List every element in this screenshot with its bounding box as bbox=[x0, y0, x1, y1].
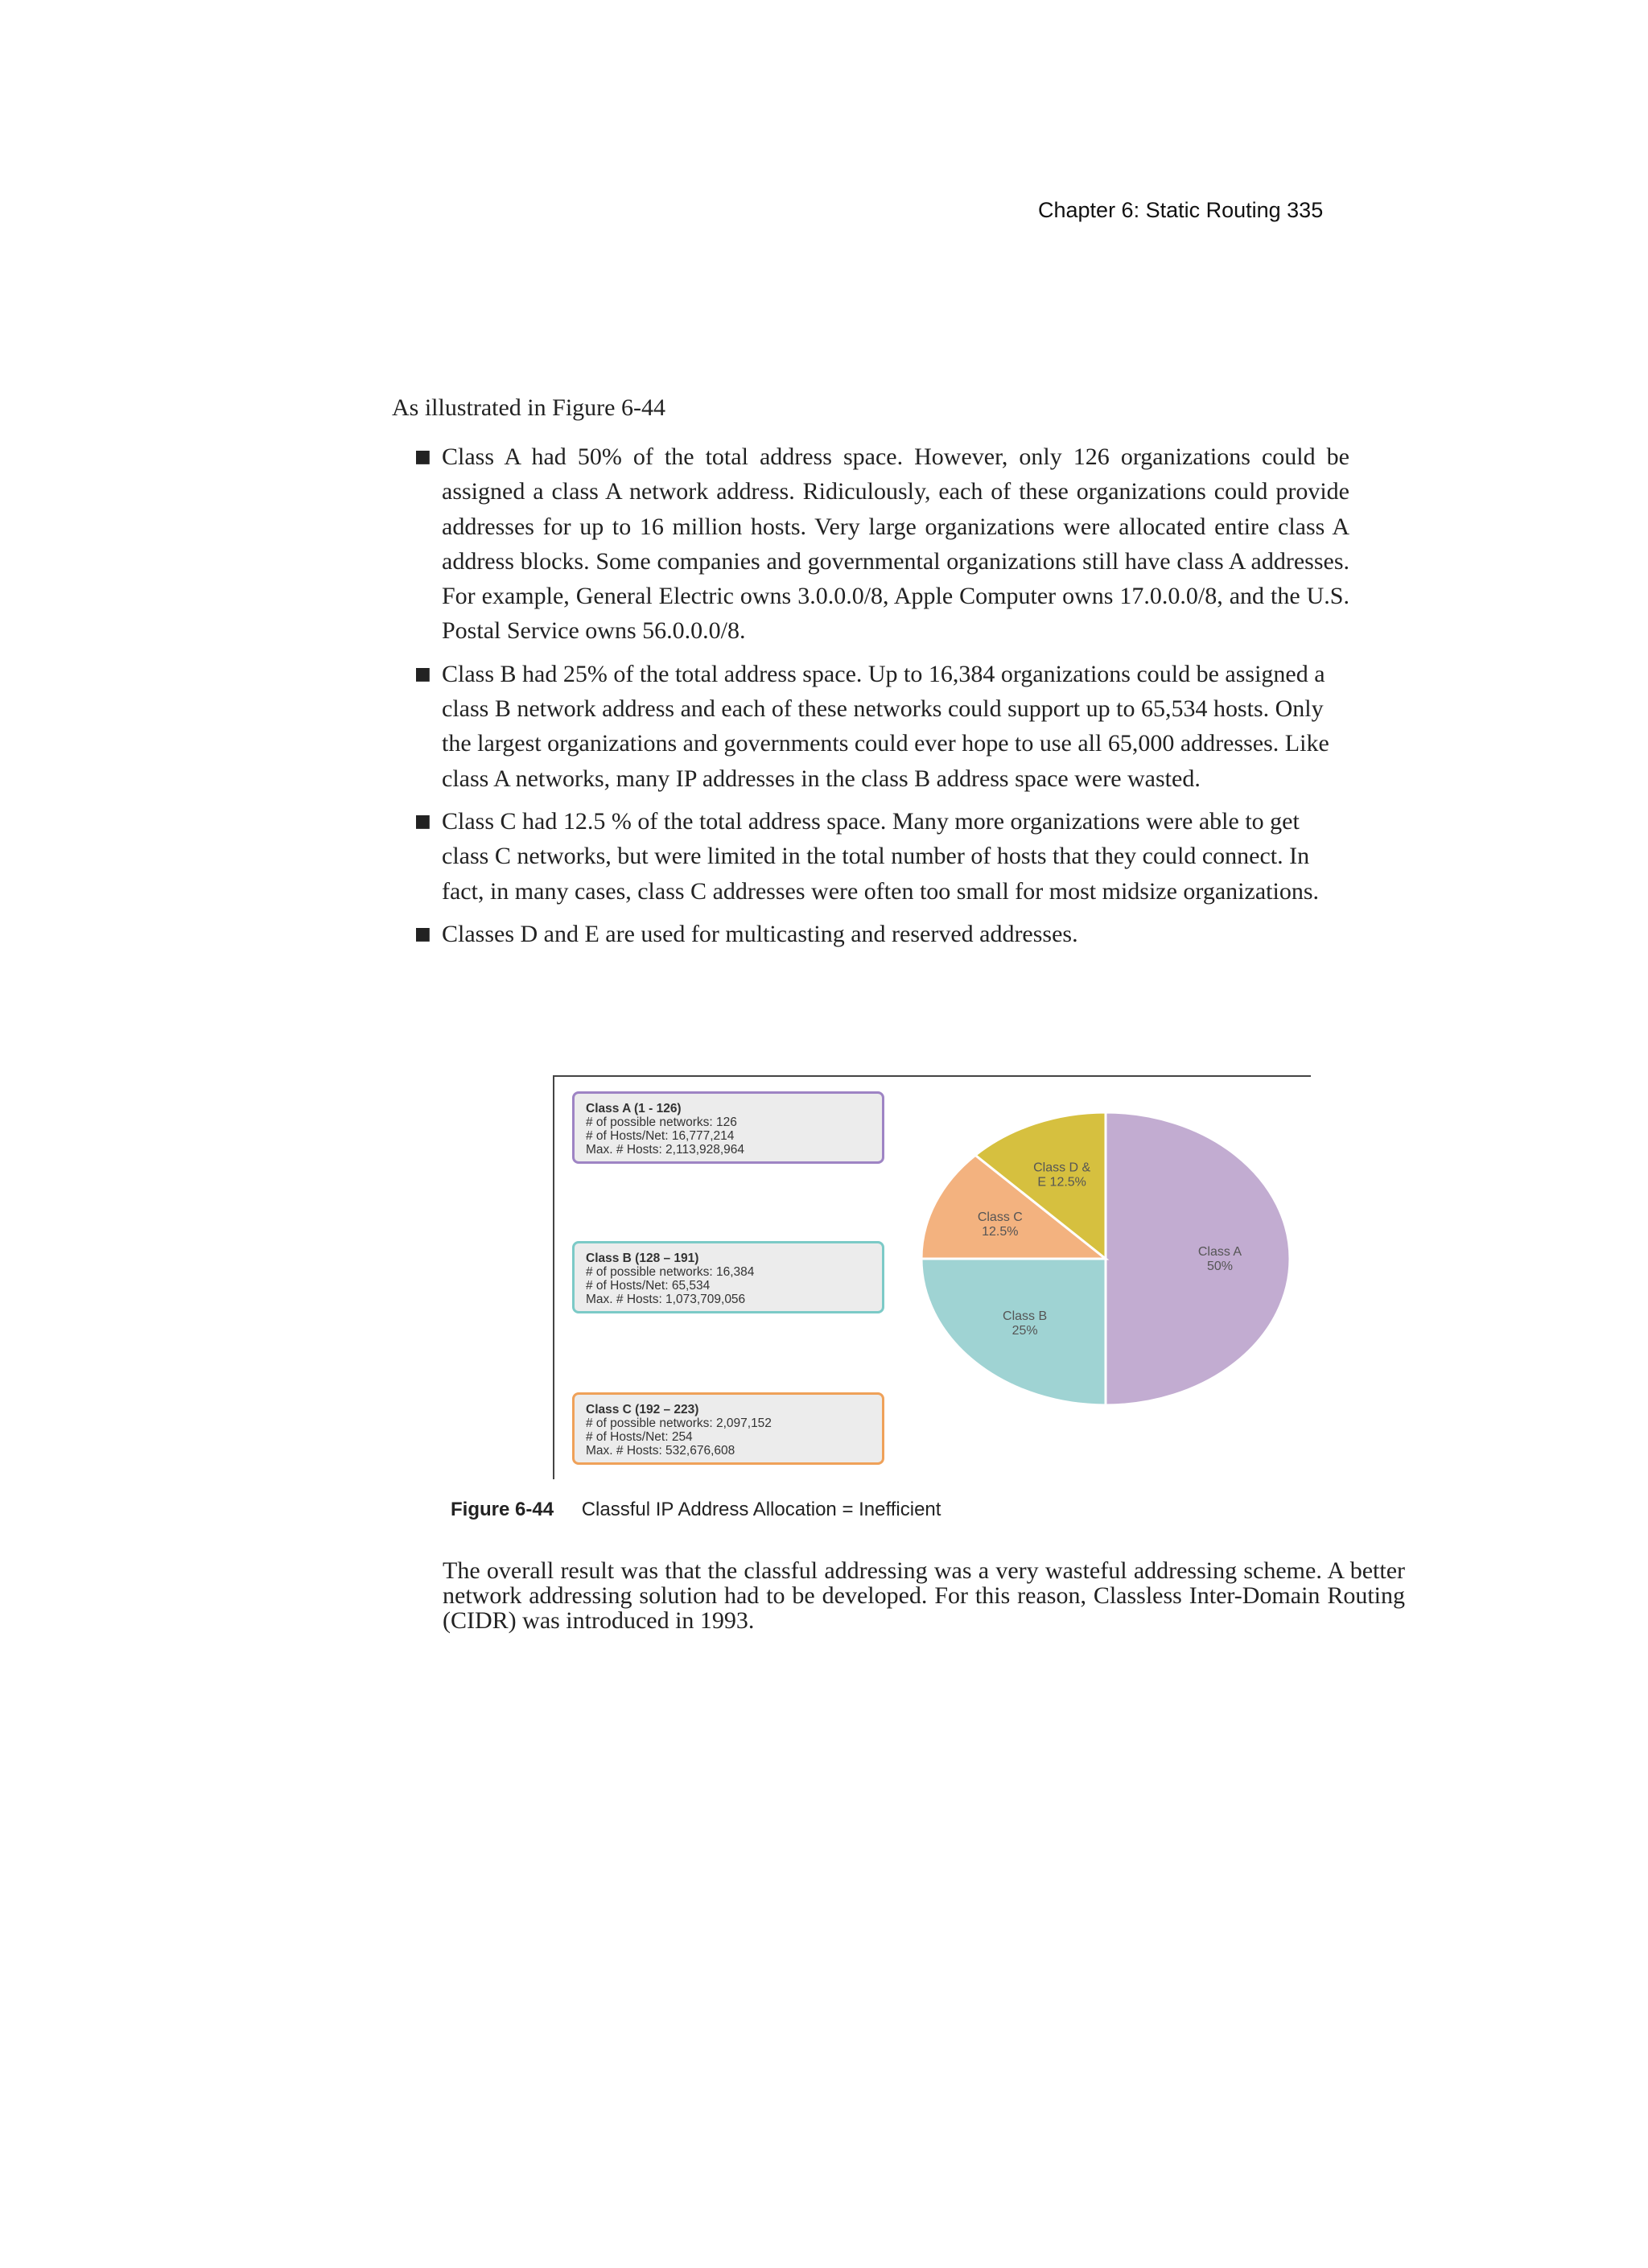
figure-classful-allocation bbox=[553, 1075, 1311, 1479]
box-title: Class C (192 – 223) bbox=[586, 1403, 699, 1416]
box-hosts-per-net: # of Hosts/Net: 254 bbox=[586, 1430, 693, 1444]
box-networks: # of possible networks: 126 bbox=[586, 1115, 737, 1129]
box-max-hosts: Max. # Hosts: 532,676,608 bbox=[586, 1444, 735, 1458]
figure-caption-text: Classful IP Address Allocation = Inefficient bbox=[581, 1499, 941, 1520]
bullet-text: Class B had 25% of the total address space. Up to 16,384 organizations could be assigned a class B network address and each of these networks could support up to 65,534 hosts. Only the largest organizations and governments could ever hope to use all 65,000 addresses. Like class A networks, many IP addresses in the class B address space were wasted. bbox=[442, 660, 1329, 792]
box-networks: # of possible networks: 16,384 bbox=[586, 1265, 755, 1279]
box-title: Class A (1 - 126) bbox=[586, 1102, 682, 1115]
box-hosts-per-net: # of Hosts/Net: 16,777,214 bbox=[586, 1129, 735, 1143]
figure-number: Figure 6-44 bbox=[451, 1499, 554, 1520]
intro-text: As illustrated in Figure 6-44 bbox=[392, 394, 665, 421]
pie-chart bbox=[554, 1077, 1311, 1479]
box-title: Class B (128 – 191) bbox=[586, 1252, 699, 1265]
bullet-text: Classes D and E are used for multicasting and reserved addresses. bbox=[442, 920, 1078, 947]
pie-slice-label: Class B 25% bbox=[1003, 1309, 1048, 1338]
box-max-hosts: Max. # Hosts: 2,113,928,964 bbox=[586, 1143, 745, 1157]
bullet-text: Class C had 12.5 % of the total address space. Many more organizations were able to get class C networks, but were limited in the total number of hosts that they could connect. In fact, in many cases, class C addresses were often too small for most midsize organizations. bbox=[442, 807, 1319, 905]
bullet-square-icon: ■ bbox=[414, 663, 431, 684]
box-hosts-per-net: # of Hosts/Net: 65,534 bbox=[586, 1279, 711, 1293]
bullet-square-icon: ■ bbox=[414, 810, 431, 831]
bullet-item-class-c bbox=[414, 804, 1349, 909]
bullet-square-icon: ■ bbox=[414, 447, 431, 467]
pie-slice-label: Class A 50% bbox=[1197, 1245, 1242, 1273]
figure-caption bbox=[451, 1499, 941, 1521]
pie-slice-label: Class D & E 12.5% bbox=[1033, 1161, 1091, 1190]
pie-slice-class-a bbox=[1106, 1112, 1290, 1405]
pie-slice-label: Class C 12.5% bbox=[977, 1210, 1023, 1239]
bullet-square-icon: ■ bbox=[414, 923, 431, 944]
bullet-item-class-d-e bbox=[414, 917, 1349, 951]
bullet-item-class-a bbox=[414, 439, 1349, 649]
bullet-item-class-b bbox=[414, 657, 1349, 796]
conclusion-paragraph: The overall result was that the classful addressing was a very wasteful addressing scheme. A better network addressing solution had to be developed. For this reason, Classless Inter-Domain Routing (CIDR) was introduced in 1993. bbox=[443, 1557, 1405, 1634]
bullet-list bbox=[414, 439, 1349, 959]
box-networks: # of possible networks: 2,097,152 bbox=[586, 1416, 772, 1430]
box-max-hosts: Max. # Hosts: 1,073,709,056 bbox=[586, 1293, 746, 1306]
bullet-text: Class A had 50% of the total address space. However, only 126 organizations could be assigned a class A network address. Ridiculously, each of these organizations could provide addresses for up to 16 million hosts. Very large organizations were allocated entire class A address blocks. Some companies and governmental organizations still have class A addresses. For example, General Electric owns 3.0.0.0/8, Apple Computer owns 17.0.0.0/8, and the U.S. Postal Service owns 56.0.0.0/8. bbox=[442, 443, 1349, 645]
running-head: Chapter 6: Static Routing 335 bbox=[1038, 198, 1324, 222]
